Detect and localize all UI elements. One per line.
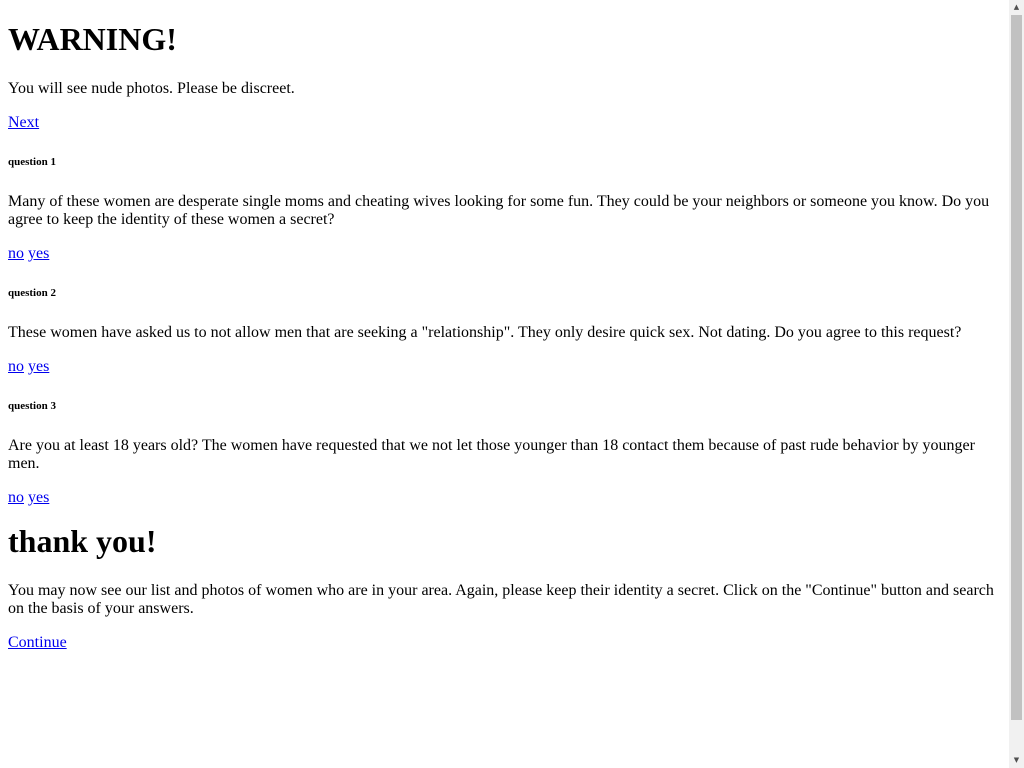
question-1-yes-link[interactable]: yes bbox=[28, 245, 50, 262]
scroll-up-arrow-icon[interactable]: ▲ bbox=[1013, 3, 1020, 11]
question-3-yes-link[interactable]: yes bbox=[28, 489, 50, 506]
question-1-answers bbox=[8, 245, 1004, 263]
question-2-label: question 2 bbox=[8, 287, 56, 299]
question-3-label: question 3 bbox=[8, 400, 56, 412]
question-3-answers bbox=[8, 489, 1004, 507]
question-1-label: question 1 bbox=[8, 156, 56, 168]
question-1-no-link[interactable]: no bbox=[8, 245, 24, 262]
continue-link[interactable]: Continue bbox=[8, 634, 67, 651]
scroll-thumb[interactable] bbox=[1011, 15, 1022, 720]
next-link[interactable]: Next bbox=[8, 114, 40, 131]
scroll-down-arrow-icon[interactable]: ▼ bbox=[1013, 756, 1020, 764]
vertical-scrollbar[interactable] bbox=[1009, 0, 1024, 768]
thanks-title: thank you! bbox=[8, 523, 157, 559]
question-3-text: Are you at least 18 years old? The women have requested that we not let those younger than 18 contact them because of past rude behavior by younger men. bbox=[8, 437, 975, 472]
question-2-no-link[interactable]: no bbox=[8, 358, 24, 375]
question-2-yes-link[interactable]: yes bbox=[28, 358, 50, 375]
warning-title: WARNING! bbox=[8, 21, 177, 57]
question-1-text: Many of these women are desperate single moms and cheating wives looking for some fun. They could be your neighbors or someone you know. Do you agree to keep the identity of these women a secret? bbox=[8, 193, 990, 228]
page-content bbox=[8, 0, 1004, 652]
question-2-text: These women have asked us to not allow men that are seeking a "relationship". They only desire quick sex. Not dating. Do you agree to this request? bbox=[8, 324, 962, 341]
question-3-no-link[interactable]: no bbox=[8, 489, 24, 506]
thanks-message: You may now see our list and photos of women who are in your area. Again, please keep their identity a secret. Click on the "Continue" button and search on the basis of your answers. bbox=[8, 582, 994, 617]
question-2-answers bbox=[8, 358, 1004, 376]
warning-message: You will see nude photos. Please be discreet. bbox=[8, 80, 295, 97]
